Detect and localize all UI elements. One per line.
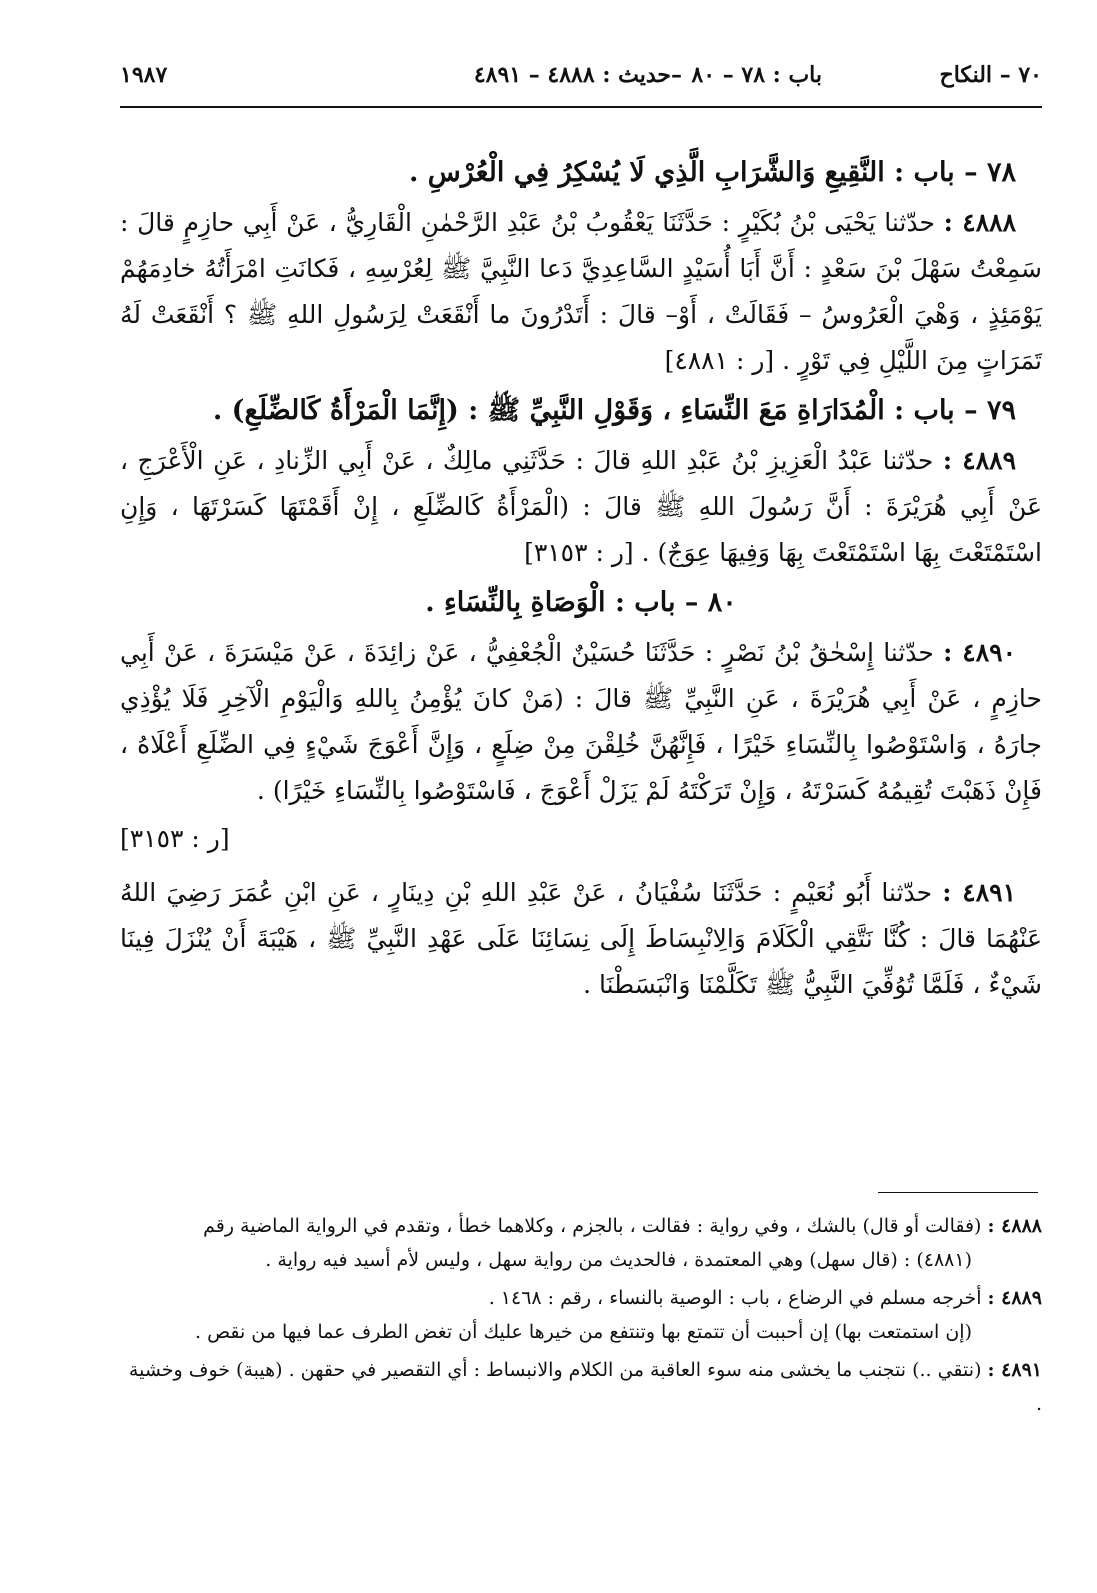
header-chapter-range: باب : ٧٨ – ٨٠ — [691, 62, 822, 88]
chapter-title: النَّقِيعِ وَالشَّرَابِ الَّذِي لَا يُسْكِرُ فِي الْعُرْسِ . — [408, 157, 885, 188]
chapter-title: الْمُدَارَاةِ مَعَ النِّسَاءِ ، وَقَوْلِ النَّبِيِّ ﷺ : (إِنَّمَا الْمَرْأَةُ كَالضِّلَعِ) . — [212, 395, 885, 426]
footnote-text: (نتقي ..) نتجنب ما يخشى منه سوء العاقبة من الكلام والانبساط : أي التقصير في حقهن . (هيبة) خوف وخشية . — [128, 1359, 1042, 1415]
hadith-reference: [ر : ٣١٥٣] — [120, 824, 230, 853]
hadith-paragraph — [120, 870, 1042, 1008]
hadith-reference: [ر : ٣١٥٣] — [524, 538, 634, 567]
hadith-reference-line — [120, 816, 1042, 862]
hadith-reference: [ر : ٤٨٨١] — [664, 346, 775, 375]
hadith-text: حدّثنا يَحْيَى بْنُ بُكَيْرٍ : حَدَّثَنَا يَعْقُوبُ بْنُ عَبْدِ الرَّحْمٰنِ الْقَارِيُّ ، عَنْ أَبِي حازِمٍ قالَ : سَمِعْتُ سَهْلَ بْنَ سَعْدٍ : أَنَّ أَبَا أُسَيْدٍ السَّاعِدِيَّ دَعا النَّبِيَّ ﷺ لِعُرْسِهِ ، فَكانَتِ امْرَأَتُهُ خادِمَهُمْ يَوْمَئِذٍ ، وَهْيَ الْعَرُوسُ – فَقَالَتْ ، أَوْ– قالَ : أَتَدْرُونَ ما أَنْقَعَتْ لِرَسُولِ اللهِ ﷺ ؟ أَنْقَعَتْ لَهُ تَمَرَاتٍ مِنَ اللَّيْلِ فِي تَوْرٍ . — [120, 208, 1042, 375]
chapter-heading — [120, 150, 1016, 196]
chapter-number: ٧٩ – باب : — [894, 395, 1016, 426]
chapter-number: ٧٨ – باب : — [894, 157, 1016, 188]
header-book-title: ٧٠ – النكاح — [939, 62, 1042, 88]
footnote-number: ٤٨٨٩ : — [987, 1287, 1042, 1309]
page-number: ١٩٨٧ — [120, 62, 168, 88]
footnote-continuation: (إن استمتعت بها) إن أحببت أن تتمتع بها وتنتفع من خيرها عليك أن تغض الطرف عما فيها من نقص . — [195, 1321, 972, 1343]
footnote-number: ٤٨٩١ : — [987, 1359, 1042, 1381]
hadith-paragraph — [120, 630, 1042, 814]
footnote-number: ٤٨٨٨ : — [987, 1215, 1042, 1237]
hadith-number: ٤٨٨٨ : — [943, 208, 1017, 237]
footnote-text: أخرجه مسلم في الرضاع ، باب : الوصية بالنساء ، رقم : ١٤٦٨ . — [488, 1287, 982, 1309]
chapter-heading — [120, 388, 1016, 434]
hadith-text: حدّثنا إِسْحٰقُ بْنُ نَصْرٍ : حَدَّثَنَا حُسَيْنٌ الْجُعْفِيُّ ، عَنْ زائِدَةَ ، عَنْ مَيْسَرَةَ ، عَنْ أَبِي حازِمٍ ، عَنْ أَبِي هُرَيْرَةَ ، عَنِ النَّبِيِّ ﷺ قالَ : (مَنْ كانَ يُؤْمِنُ بِاللهِ وَالْيَوْمِ الْآخِرِ فَلَا يُؤْذِي جارَهُ ، وَاسْتَوْصُوا بِالنِّسَاءِ خَيْرًا ، فَإِنَّهُنَّ خُلِقْنَ مِنْ ضِلَعٍ ، وَإِنَّ أَعْوَجَ شَيْءٍ فِي الضِّلَعِ أَعْلَاهُ ، فَإِنْ ذَهَبْتَ تُقِيمُهُ كَسَرْتَهُ ، وَإِنْ تَرَكْتَهُ لَمْ يَزَلْ أَعْوَجَ ، فَاسْتَوْصُوا بِالنِّسَاءِ خَيْرًا) . — [120, 638, 1042, 805]
hadith-number: ٤٨٩١ : — [942, 878, 1016, 907]
hadith-paragraph — [120, 438, 1042, 576]
hadith-text: حدّثنا أَبُو نُعَيْمٍ : حَدَّثَنَا سُفْيَانُ ، عَنْ عَبْدِ اللهِ بْنِ دِينَارٍ ، عَنِ ابْنِ عُمَرَ رَضِيَ اللهُ عَنْهُمَا قالَ : كُنَّا نَتَّقِي الْكَلَامَ وَالِانْبِسَاطَ إِلَى نِسَائِنَا عَلَى عَهْدِ النَّبِيِّ ﷺ ، هَيْبَةَ أَنْ يُنْزَلَ فِينَا شَيْءٌ ، فَلَمَّا تُوُفِّيَ النَّبِيُّ ﷺ تَكَلَّمْنَا وَانْبَسَطْنَا . — [120, 878, 1042, 999]
footnote-text: (فقالت أو قال) بالشك ، وفي رواية : فقالت ، بالجزم ، وكلاهما خطأ ، وتقدم في الرواية الماضية رقم — [203, 1215, 982, 1237]
running-header — [120, 62, 1042, 102]
footnote — [120, 1281, 1042, 1349]
header-divider — [120, 106, 1042, 108]
chapter-title: الْوَصَاةِ بِالنِّسَاءِ . — [425, 587, 606, 618]
footnote-continuation: (٤٨٨١) : (قال سهل) وهي المعتمدة ، فالحديث من رواية سهل ، وليس لأم أسيد فيه رواية . — [265, 1249, 972, 1271]
header-hadith-range: –حديث : ٤٨٨٨ – ٤٨٩١ — [473, 62, 682, 88]
footnote-divider — [878, 1192, 1038, 1193]
main-text — [120, 146, 1042, 1008]
hadith-number: ٤٨٨٩ : — [942, 446, 1017, 475]
footnote — [120, 1353, 1042, 1421]
hadith-paragraph — [120, 200, 1042, 384]
hadith-text: حدّثنا عَبْدُ الْعَزِيزِ بْنُ عَبْدِ اللهِ قالَ : حَدَّثَنِي مالِكٌ ، عَنْ أَبِي الزِّنادِ ، عَنِ الْأَعْرَجِ ، عَنْ أَبِي هُرَيْرَةَ : أَنَّ رَسُولَ اللهِ ﷺ قالَ : (الْمَرْأَةُ كَالضِّلَعِ ، إِنْ أَقَمْتَهَا كَسَرْتَهَا ، وَإِنِ اسْتَمْتَعْتَ بِهَا اسْتَمْتَعْتَ بِهَا وَفِيهَا عِوَجٌ) . — [120, 446, 1042, 567]
footnotes — [120, 1205, 1042, 1425]
chapter-number: ٨٠ – باب : — [614, 587, 737, 618]
footnote — [120, 1209, 1042, 1277]
chapter-heading — [120, 580, 1042, 626]
hadith-number: ٤٨٩٠ : — [943, 638, 1016, 667]
